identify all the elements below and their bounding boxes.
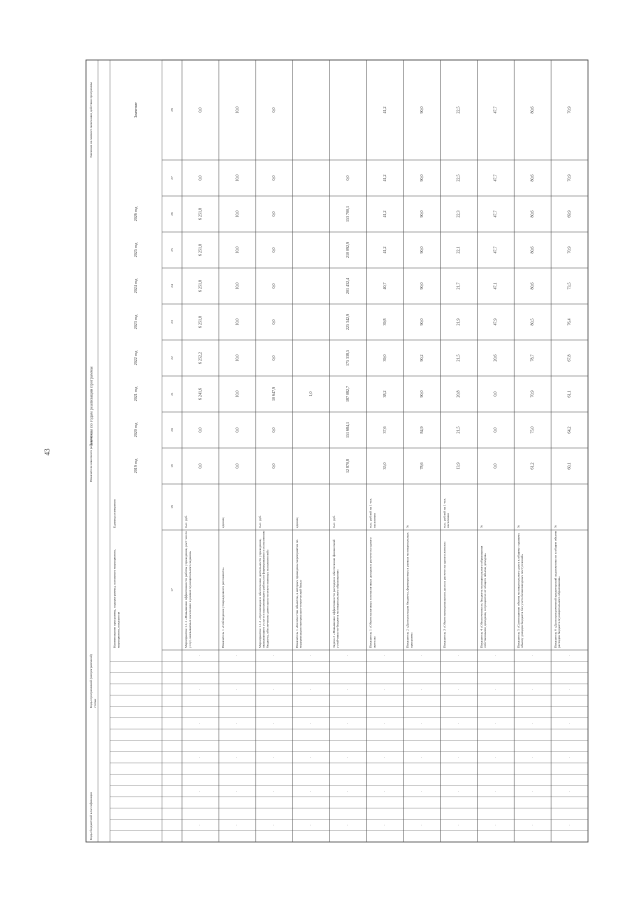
- row-unit: тыс. руб.: [258, 515, 263, 528]
- row-base-value: 13,9: [455, 462, 461, 470]
- row-year-value: 90,0: [418, 282, 424, 290]
- row-name: Мероприятие 1.1.2 «Организация и обеспечение деятельности учреждения,оказывающего услуги и выполняющего работы по формированию и исполнениюбюджета, обеспечению деятельности ответственных исполнителей»: [258, 530, 270, 648]
- column-number: 20: [169, 428, 174, 432]
- row-year-value: 90,0: [418, 246, 424, 254]
- row-code-mark: ·: [419, 790, 424, 792]
- row-code-mark: ·: [308, 722, 313, 724]
- row-year-value: 0,0: [271, 319, 277, 325]
- row-code-mark: ·: [235, 824, 240, 826]
- row-name: Мероприятие 1.1.1 «Повышение эффективности работы учреждения, рост числауслуг, оказываемых населению в рамках муниципального задания»: [184, 531, 192, 648]
- row-code-mark: ·: [493, 688, 498, 691]
- row-year-value: 0,0: [271, 175, 277, 181]
- row-base-value: 0,0: [197, 463, 203, 469]
- row-code-mark: ·: [567, 790, 572, 792]
- row-code-mark: ·: [382, 790, 387, 792]
- row-year-value: 40,7: [381, 282, 387, 290]
- row-year-value: 21,5: [455, 354, 461, 362]
- row-code-mark: ·: [456, 688, 461, 691]
- row-code-mark: ·: [345, 824, 350, 826]
- row-code-mark: ·: [493, 722, 498, 724]
- row-code-mark: ·: [382, 756, 387, 758]
- row-year-value: 41,2: [381, 246, 387, 254]
- row-code-mark: ·: [272, 756, 277, 758]
- row-year-value: 80,5: [529, 318, 535, 326]
- row-unit: тыс. руб.: [184, 515, 189, 528]
- row-final-value: 10,0: [234, 106, 240, 114]
- row-name: Показатель 1 «Количество объектов, в которых проведены мероприятия помодернизации материально-технической базы»: [294, 539, 303, 648]
- row-year-value: 0,0: [271, 355, 277, 361]
- row-year-value: 70,9: [529, 390, 535, 398]
- row-code-mark: ·: [235, 688, 240, 691]
- row-code-mark: ·: [530, 688, 535, 691]
- row-year-value: 70,9: [566, 246, 572, 254]
- row-year-value: 20,8: [455, 390, 461, 398]
- row-year-value: 90,0: [418, 390, 424, 398]
- header-base-year: 2019 год: [132, 458, 138, 474]
- row-base-value: 60,1: [566, 462, 572, 470]
- header-final: Значение на момент окончания действия программы: [89, 82, 94, 158]
- row-year-value: 47,9: [492, 318, 498, 326]
- row-base-value: 0,0: [271, 463, 277, 469]
- row-code-mark: ·: [235, 756, 240, 758]
- row-base-value: 35,0: [381, 462, 387, 470]
- row-code-mark: ·: [456, 790, 461, 792]
- row-final-value: 22,5: [455, 106, 461, 114]
- row-code-mark: ·: [456, 655, 461, 657]
- row-code-mark: ·: [382, 688, 387, 691]
- row-base-value: 12 870,8: [345, 459, 351, 473]
- header-year: 2020 год: [132, 422, 138, 438]
- row-unit: %: [516, 525, 521, 528]
- row-code-mark: ·: [567, 756, 572, 758]
- row-name: Показатель 3 «Объем муниципального долга в расчете на одного жителя»: [442, 541, 447, 648]
- row-year-value: 47,7: [492, 210, 498, 218]
- header-group-codes: Коды бюджетной классификации: [89, 791, 94, 840]
- header-year: 2023 год: [132, 314, 138, 330]
- row-code-mark: ·: [456, 824, 461, 826]
- row-code-mark: ·: [345, 722, 350, 724]
- row-year-value: 0,0: [345, 175, 351, 181]
- table-border: [86, 60, 588, 842]
- row-year-value: 78,7: [529, 354, 535, 362]
- row-year-value: 73,5: [566, 282, 572, 290]
- row-code-mark: ·: [493, 824, 498, 826]
- column-number: 24: [169, 284, 174, 288]
- header-year: 2024 год: [132, 278, 138, 294]
- row-final-value: 0,0: [271, 107, 277, 113]
- row-year-value: 6 241,6: [197, 388, 203, 400]
- row-year-value: 0,0: [271, 427, 277, 433]
- row-year-value: 0,0: [271, 247, 277, 253]
- row-year-value: 187 082,7: [345, 386, 351, 402]
- row-code-mark: ·: [308, 790, 313, 792]
- row-name: Показатель 4 «Обеспеченность бюджета муниципального образованиясобственными доходами, в процентах от общего объема доходов»: [479, 545, 488, 648]
- row-code-mark: ·: [567, 688, 572, 691]
- row-code-mark: ·: [345, 790, 350, 792]
- row-year-value: 41,2: [381, 210, 387, 218]
- row-year-value: 0,0: [492, 391, 498, 397]
- row-year-value: 64,2: [566, 426, 572, 434]
- row-name: Показатель 6 «Доля просроченной кредиторской задолженности в общем объемерасходов бюджета муниципального образования»: [553, 530, 561, 648]
- row-code-mark: ·: [456, 756, 461, 758]
- row-year-value: 0,0: [271, 283, 277, 289]
- row-code-mark: ·: [567, 655, 572, 657]
- row-unit: тыс. рублей на 1 чел.населения: [442, 497, 451, 528]
- row-year-value: 0,0: [197, 175, 203, 181]
- column-number: 28: [169, 108, 174, 112]
- row-unit: %: [405, 525, 410, 528]
- row-final-value: 0,0: [197, 107, 203, 113]
- header-name: Наименование программы, подпрограммы, основного мероприятия,мероприятия, показателя: [112, 549, 121, 648]
- row-year-value: 10,0: [234, 282, 240, 290]
- row-code-mark: ·: [419, 756, 424, 758]
- row-year-value: 201 432,4: [345, 278, 351, 294]
- row-year-value: 39,0: [381, 354, 387, 362]
- row-year-value: 6 251,8: [197, 244, 203, 256]
- header-year: 2022 год: [132, 350, 138, 366]
- row-code-mark: ·: [345, 756, 350, 758]
- row-year-value: 47,1: [492, 282, 498, 290]
- row-final-value: 70,9: [566, 106, 572, 114]
- row-year-value: 10,0: [234, 174, 240, 182]
- row-code-mark: ·: [493, 655, 498, 657]
- row-code-mark: ·: [419, 722, 424, 724]
- row-code-mark: ·: [272, 790, 277, 792]
- row-year-value: 210 092,9: [345, 242, 351, 258]
- row-final-value: 90,0: [418, 106, 424, 114]
- row-code-mark: ·: [272, 824, 277, 826]
- row-unit: %: [553, 525, 558, 528]
- row-base-value: 0,0: [492, 463, 498, 469]
- row-base-value: 0,0: [234, 463, 240, 469]
- row-code-mark: ·: [345, 655, 350, 657]
- row-year-value: 90,2: [418, 354, 424, 362]
- row-year-value: 80,6: [529, 210, 535, 218]
- row-year-value: 80,6: [529, 246, 535, 254]
- row-year-value: 10 647,9: [271, 387, 277, 401]
- row-code-mark: ·: [198, 655, 203, 657]
- row-code-mark: ·: [493, 756, 498, 758]
- row-base-value: 78,6: [418, 462, 424, 470]
- row-unit: тыс. руб.: [331, 515, 336, 528]
- row-code-mark: ·: [419, 688, 424, 691]
- row-code-mark: ·: [308, 655, 313, 657]
- row-code-mark: ·: [530, 790, 535, 792]
- row-unit: тыс. рублей на 1 чел.населения: [368, 497, 377, 528]
- row-code-mark: ·: [235, 790, 240, 792]
- row-year-value: 20,6: [492, 354, 498, 362]
- row-code-mark: ·: [530, 756, 535, 758]
- row-code-mark: ·: [198, 722, 203, 724]
- row-year-value: 80,6: [529, 174, 535, 182]
- header-final-value: Значение: [132, 102, 138, 118]
- row-year-value: 47,7: [492, 174, 498, 182]
- row-year-value: 76,4: [566, 318, 572, 326]
- row-code-mark: ·: [272, 688, 277, 691]
- row-code-mark: ·: [198, 756, 203, 758]
- row-year-value: 0,0: [197, 427, 203, 433]
- column-number: 18: [169, 505, 174, 509]
- row-year-value: 90,0: [418, 210, 424, 218]
- row-year-value: 0,0: [271, 211, 277, 217]
- row-final-value: 41,2: [381, 106, 387, 114]
- row-year-value: 0,0: [234, 427, 240, 433]
- row-code-mark: ·: [567, 824, 572, 826]
- row-final-value: 80,6: [529, 106, 535, 114]
- row-unit: единиц: [221, 517, 226, 528]
- column-number: 22: [169, 356, 174, 360]
- row-code-mark: ·: [493, 790, 498, 792]
- row-year-value: 6 252,2: [197, 352, 203, 364]
- row-name: Показатель 1 «Объем налоговых и неналоговых доходов в расчете на одногожителя»: [368, 537, 377, 648]
- header-group-years: Значения по годам реализации программы: [88, 366, 94, 446]
- row-year-value: 151 684,1: [345, 422, 351, 438]
- row-year-value: 10,0: [234, 246, 240, 254]
- row-code-mark: ·: [530, 824, 535, 826]
- row-name: Показатель 1 «Соблюдение утвержденного регламента»: [221, 567, 226, 648]
- header-year: 2026 год: [132, 206, 138, 222]
- row-name: Показатель 2 «Доля расходов бюджета, формируемых в рамках муниципальныхпрограмм»: [405, 532, 414, 648]
- row-year-value: 10,0: [234, 390, 240, 398]
- row-year-value: 10,0: [234, 354, 240, 362]
- row-year-value: 22,3: [455, 210, 461, 218]
- row-year-value: 10,0: [234, 318, 240, 326]
- row-year-value: 22,5: [455, 174, 461, 182]
- row-code-mark: ·: [198, 824, 203, 826]
- row-year-value: 75,0: [529, 426, 535, 434]
- header-year: 2021 год: [132, 386, 138, 402]
- header-group-program-codes: Коды программной (непрограммной)статьи: [89, 654, 97, 708]
- row-year-value: 37,6: [381, 426, 387, 434]
- row-year-value: 69,9: [566, 210, 572, 218]
- row-year-value: 1,0: [308, 391, 314, 397]
- row-unit: %: [479, 525, 484, 528]
- row-unit: единиц: [294, 517, 299, 528]
- row-year-value: 41,2: [381, 174, 387, 182]
- row-year-value: 6 251,8: [197, 280, 203, 292]
- row-code-mark: ·: [198, 790, 203, 792]
- row-code-mark: ·: [272, 722, 277, 724]
- row-year-value: 21,5: [455, 426, 461, 434]
- header-unit: Единица измерения: [112, 499, 117, 528]
- row-name: Задача 2 «Повышение эффективности расходов и обеспечение финансовойустойчивости бюджета муниципального образования»: [331, 539, 340, 648]
- row-year-value: 21,9: [455, 318, 461, 326]
- row-year-value: 67,8: [566, 354, 572, 362]
- row-year-value: 22,1: [455, 246, 461, 254]
- row-year-value: 70,9: [566, 174, 572, 182]
- row-code-mark: ·: [308, 756, 313, 758]
- row-code-mark: ·: [382, 824, 387, 826]
- row-code-mark: ·: [272, 655, 277, 657]
- row-code-mark: ·: [456, 722, 461, 724]
- row-final-value: 47,7: [492, 106, 498, 114]
- row-year-value: 0,0: [492, 427, 498, 433]
- row-base-value: 61,2: [529, 462, 535, 470]
- row-code-mark: ·: [235, 722, 240, 724]
- column-number: 17: [169, 588, 174, 592]
- row-code-mark: ·: [308, 688, 313, 691]
- column-number: 27: [169, 176, 174, 180]
- header-year: 2025 год: [132, 242, 138, 258]
- row-year-value: 6 251,8: [197, 208, 203, 220]
- row-code-mark: ·: [530, 655, 535, 657]
- column-number: 23: [169, 320, 174, 324]
- row-year-value: 10,0: [234, 210, 240, 218]
- row-code-mark: ·: [308, 824, 313, 826]
- row-code-mark: ·: [198, 688, 203, 691]
- row-code-mark: ·: [235, 655, 240, 657]
- row-code-mark: ·: [419, 824, 424, 826]
- row-year-value: 6 251,8: [197, 316, 203, 328]
- row-year-value: 39,8: [381, 318, 387, 326]
- row-name: Показатель 5 «Соотношение объема муниципального долга к общему годовомуобъему доходов бюджета без учета безвозмездных поступлений»: [516, 532, 525, 648]
- row-year-value: 90,0: [418, 174, 424, 182]
- row-code-mark: ·: [382, 722, 387, 724]
- row-year-value: 84,9: [418, 426, 424, 434]
- row-code-mark: ·: [419, 655, 424, 657]
- row-year-value: 21,7: [455, 282, 461, 290]
- row-year-value: 61,1: [566, 390, 572, 398]
- page-number: 43: [43, 448, 52, 456]
- row-year-value: 38,2: [381, 390, 387, 398]
- row-code-mark: ·: [382, 655, 387, 657]
- row-year-value: 175 338,5: [345, 350, 351, 366]
- column-number: 21: [169, 392, 174, 396]
- row-year-value: 225 342,9: [345, 314, 351, 330]
- row-year-value: 153 700,1: [345, 206, 351, 222]
- row-year-value: 90,0: [418, 318, 424, 326]
- row-code-mark: ·: [530, 722, 535, 724]
- column-number: 26: [169, 212, 174, 216]
- row-year-value: 47,7: [492, 246, 498, 254]
- row-year-value: 80,6: [529, 282, 535, 290]
- row-code-mark: ·: [567, 722, 572, 724]
- column-number: 25: [169, 248, 174, 252]
- header-group-indicators: Показатели конечного результата: [89, 434, 94, 482]
- row-code-mark: ·: [345, 688, 350, 691]
- column-number: 19: [169, 464, 174, 468]
